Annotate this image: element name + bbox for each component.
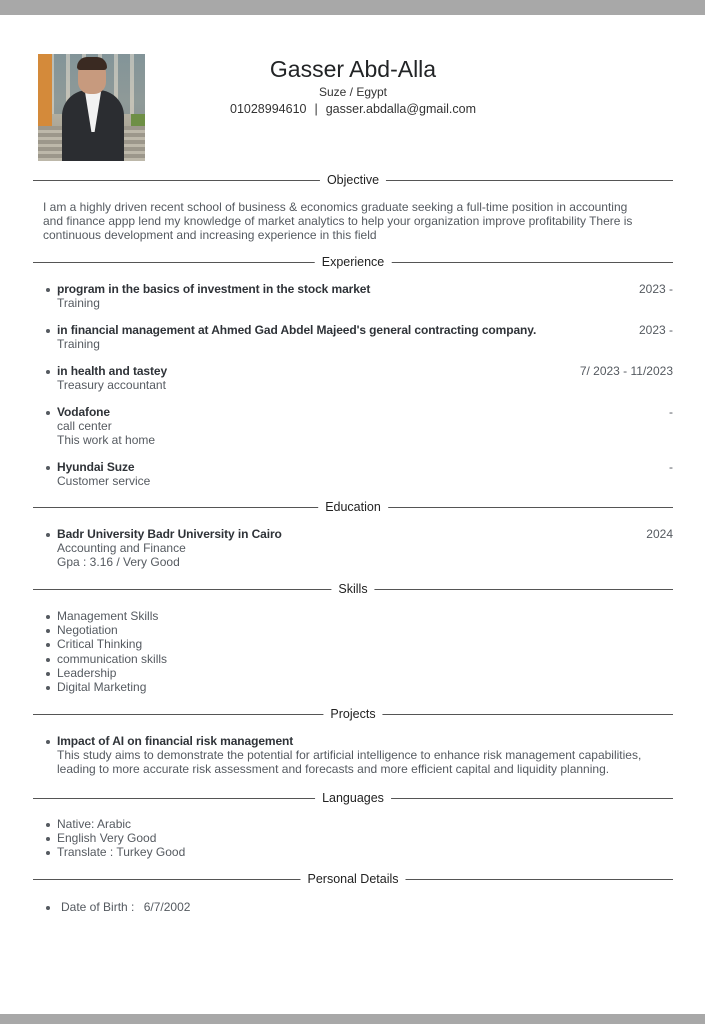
section-title: Projects	[323, 706, 382, 722]
experience-date: -	[669, 460, 673, 474]
profile-photo	[38, 54, 145, 161]
experience-title: Vodafone	[57, 405, 110, 419]
contact-separator: |	[314, 102, 318, 116]
bullet	[46, 466, 50, 470]
experience-title: in financial management at Ahmed Gad Abdel Majeed's general contracting company.	[57, 323, 537, 337]
section-title: Languages	[315, 790, 391, 806]
section-heading-experience	[33, 254, 673, 270]
bullet	[46, 288, 50, 292]
section-heading-objective	[33, 172, 673, 188]
section-title: Skills	[331, 581, 374, 597]
section-title: Objective	[320, 172, 386, 188]
candidate-location: Suze / Egypt	[318, 85, 388, 99]
project-description-line: This study aims to demonstrate the potential for artificial intelligence to enhance risk management capabilities,	[57, 748, 642, 762]
top-border	[0, 0, 705, 15]
section-title: Education	[318, 499, 388, 515]
phone-number: 01028994610	[230, 102, 307, 116]
contact-line	[160, 102, 546, 116]
education-major: Accounting and Finance	[57, 541, 186, 555]
bullet	[46, 370, 50, 374]
project-description-line: leading to more accurate risk assessment and forecasts and more efficient capital and liquidity planning.	[57, 762, 610, 776]
language-item: Translate : Turkey Good	[43, 845, 673, 859]
language-item: Native: Arabic	[43, 817, 673, 831]
languages-list	[43, 817, 673, 860]
section-heading-languages	[33, 790, 673, 806]
experience-title: Hyundai Suze	[57, 460, 135, 474]
experience-title: in health and tastey	[57, 364, 168, 378]
experience-date: 7/ 2023 - 11/2023	[579, 364, 673, 378]
experience-title: program in the basics of investment in the stock market	[57, 282, 371, 296]
skill-item: Management Skills	[43, 609, 673, 623]
personal-detail-value: 6/7/2002	[143, 900, 191, 914]
experience-role: Treasury accountant	[57, 378, 166, 392]
education-date: 2024	[646, 527, 673, 541]
personal-details-list	[43, 900, 673, 914]
section-title: Personal Details	[300, 871, 405, 887]
experience-role: Training	[57, 337, 100, 351]
skills-list	[43, 609, 673, 694]
experience-date: 2023 -	[638, 282, 673, 296]
education-gpa: Gpa : 3.16 / Very Good	[57, 555, 180, 569]
experience-date: -	[669, 405, 673, 419]
objective-line: continuous development and increasing experience in this field	[43, 228, 377, 242]
experience-role: call center	[57, 419, 112, 433]
objective-text	[43, 200, 673, 242]
objective-line: I am a highly driven recent school of business & economics graduate seeking a full-time position in accounting	[43, 200, 628, 214]
skill-item: communication skills	[43, 652, 673, 666]
experience-role: Training	[57, 296, 100, 310]
objective-line: and finance appp lend my knowledge of market analytics to help your organization improve profitability There is	[43, 214, 633, 228]
section-heading-education	[33, 499, 673, 515]
skill-item: Negotiation	[43, 623, 673, 637]
project-title: Impact of AI on financial risk management	[57, 734, 294, 748]
bottom-border	[0, 1014, 705, 1024]
section-heading-projects	[33, 706, 673, 722]
experience-note: This work at home	[57, 433, 156, 447]
experience-role: Customer service	[57, 474, 151, 488]
email-address: gasser.abdalla@gmail.com	[325, 102, 476, 116]
section-heading-skills	[33, 581, 673, 597]
skill-item: Leadership	[43, 666, 673, 680]
bullet	[46, 740, 50, 744]
bullet	[46, 533, 50, 537]
language-item: English Very Good	[43, 831, 673, 845]
section-title: Experience	[315, 254, 392, 270]
skill-item: Critical Thinking	[43, 637, 673, 651]
section-heading-personal-details	[33, 871, 673, 887]
skill-item: Digital Marketing	[43, 680, 673, 694]
candidate-name: Gasser Abd-Alla	[269, 56, 437, 82]
bullet	[46, 329, 50, 333]
education-title: Badr University Badr University in Cairo	[57, 527, 282, 541]
personal-detail-label: Date of Birth :	[61, 900, 135, 914]
personal-detail-item	[43, 900, 673, 914]
experience-date: 2023 -	[638, 323, 673, 337]
bullet	[46, 411, 50, 415]
